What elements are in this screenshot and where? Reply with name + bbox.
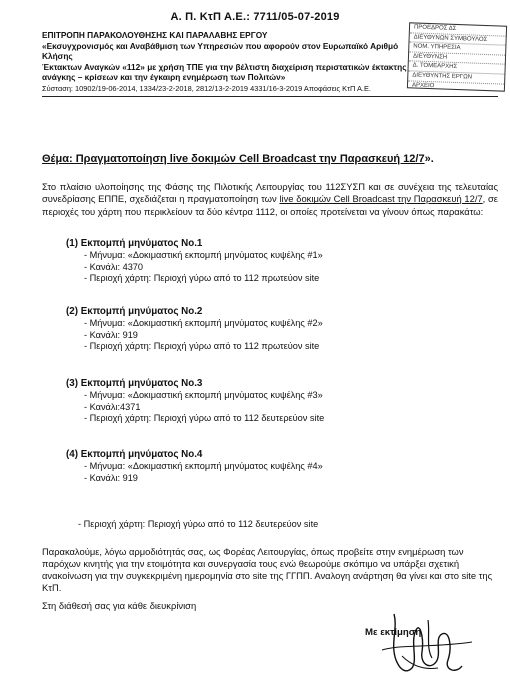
message-text: - Μήνυμα: «Δοκιμαστική εκπομπή μηνύματος κυψέλης #3» — [84, 390, 323, 401]
message-channel: - Κανάλι: 4370 — [84, 261, 144, 272]
message-block-2 — [66, 306, 486, 353]
committee-line: ΕΠΙΤΡΟΠΗ ΠΑΡΑΚΟΛΟΥΘΗΣΗΣ ΚΑΙ ΠΑΡΑΛΑΒΗΣ ΕΡΓΟΥ — [42, 30, 268, 40]
message-block-4 — [66, 449, 486, 484]
message-text: - Μήνυμα: «Δοκιμαστική εκπομπή μηνύματος κυψέλης #1» — [84, 250, 323, 261]
message-channel: - Κανάλι: 919 — [84, 472, 138, 483]
subject-end: ». — [424, 153, 434, 165]
message-region: - Περιοχή χάρτη: Περιοχή γύρω από το 112 πρωτεύον site — [84, 273, 320, 284]
intro-paragraph — [42, 181, 498, 218]
stamp-line: ΔΙΕΥΘΥΝΣΗ — [409, 52, 505, 65]
message-title: (1) Εκπομπή μηνύματος Νο.1 — [66, 238, 203, 249]
establishment-line: Σύσταση: 10902/19-06-2014, 1334/23-2-2018, 2812/13-2-2019 4331/16-3-2019 Αποφάσεις ΚτΠ Α.Ε. — [42, 84, 371, 93]
intro-text: Στο πλαίσιο υλοποίησης της Φάσης της Πιλοτικής Λειτουργίας του 112ΣΥΣΠ και σε συνέχεια της τελευταίας συνεδρίασης ΕΠΠΕ, σχεδιάζεται η πραγματοποίηση των — [42, 181, 498, 205]
message-text: - Μήνυμα: «Δοκιμαστική εκπομπή μηνύματος κυψέλης #4» — [84, 461, 323, 472]
subject-line — [42, 152, 502, 166]
handwritten-signature — [372, 608, 482, 678]
intro-text-end: , σε περιοχές του χάρτη που περικλείουν τα δύο κέντρα 1112, οι οποίες προτείνεται να γίνουν όπως παρακάτω: — [42, 193, 498, 217]
availability-line: Στη διάθεσή σας για κάθε διευκρίνιση — [42, 600, 197, 611]
signoff-text: Με εκτίμηση — [365, 627, 422, 638]
message-title: (2) Εκπομπή μηνύματος Νο.2 — [66, 306, 203, 317]
closing-paragraph: Παρακαλούμε, λόγω αρμοδιότητάς σας, ως Φορέας Λειτουργίας, όπως προβείτε στην ενημέρωση των παρόχων κινητής για την ετοιμότητα και συνεργασία τους ενώ θεωρούμε σκόπιμο να υπάρξει σχετική ανακοίνωση για την συγκεκριμένη ημερομηνία στο site της ΓΓΠΠ. Αναλογη ανάρτηση θα γίνει και στο site της ΚτΠ. — [42, 546, 493, 593]
message-region: - Περιοχή χάρτη: Περιοχή γύρω από το 112 δευτερεύον site — [84, 413, 325, 424]
distribution-stamp — [407, 22, 507, 91]
stamp-line: Δ. ΤΟΜΕΑΡΧΗΣ — [408, 62, 504, 75]
stamp-line: ΑΡΧΕΙΟ — [408, 81, 504, 92]
message-block-1 — [66, 238, 486, 285]
message-block-3 — [66, 378, 486, 425]
stamp-line: ΔΙΕΥΘΥΝΤΗΣ ΕΡΓΩΝ — [408, 71, 504, 84]
message-region: - Περιοχή χάρτη: Περιοχή γύρω από το 112 πρωτεύον site — [84, 341, 320, 352]
subject-text: Θέμα: Πραγματοποίηση live δοκιμών Cell Broadcast την Παρασκευή 12/7 — [42, 153, 425, 165]
intro-underlined: live δοκιμών Cell Broadcast την Παρασκευή 12/7 — [279, 193, 483, 205]
stamp-line: ΠΡΟΕΔΡΟΣ ΔΣ — [410, 23, 506, 36]
committee-line: ανάγκης – κρίσεων και την έγκαιρη ενημέρωση των Πολιτών» — [42, 72, 286, 83]
message-4-region: - Περιοχή χάρτη: Περιοχή γύρω από το 112 δευτερεύον site — [78, 519, 319, 529]
message-title: (4) Εκπομπή μηνύματος Νο.4 — [66, 449, 203, 460]
header-divider — [42, 96, 498, 97]
message-text: - Μήνυμα: «Δοκιμαστική εκπομπή μηνύματος κυψέλης #2» — [84, 318, 323, 329]
stamp-line: ΔΙΕΥΘΥΝΩΝ ΣΥΜΒΟΥΛΟΣ — [409, 33, 505, 46]
committee-line: Έκτακτων Αναγκών «112» με χρήση ΤΠΕ για την βέλτιστη διαχείριση περιστατικών έκτακτης — [42, 61, 407, 72]
message-channel: - Κανάλι: 919 — [84, 329, 138, 340]
message-title: (3) Εκπομπή μηνύματος Νο.3 — [66, 378, 203, 389]
committee-line: «Εκσυγχρονισμός και Αναβάθμιση των Υπηρεσιών που αφορούν στον Ευρωπαϊκό Αριθμό Κλήσης — [42, 40, 399, 62]
protocol-number: Α. Π. ΚτΠ Α.Ε.: 7711/05-07-2019 — [170, 11, 340, 23]
committee-heading — [42, 30, 414, 83]
stamp-line: ΝΟΜ. ΥΠΗΡΕΣΙΑ — [409, 43, 505, 56]
message-channel: - Κανάλι:4371 — [84, 401, 141, 412]
